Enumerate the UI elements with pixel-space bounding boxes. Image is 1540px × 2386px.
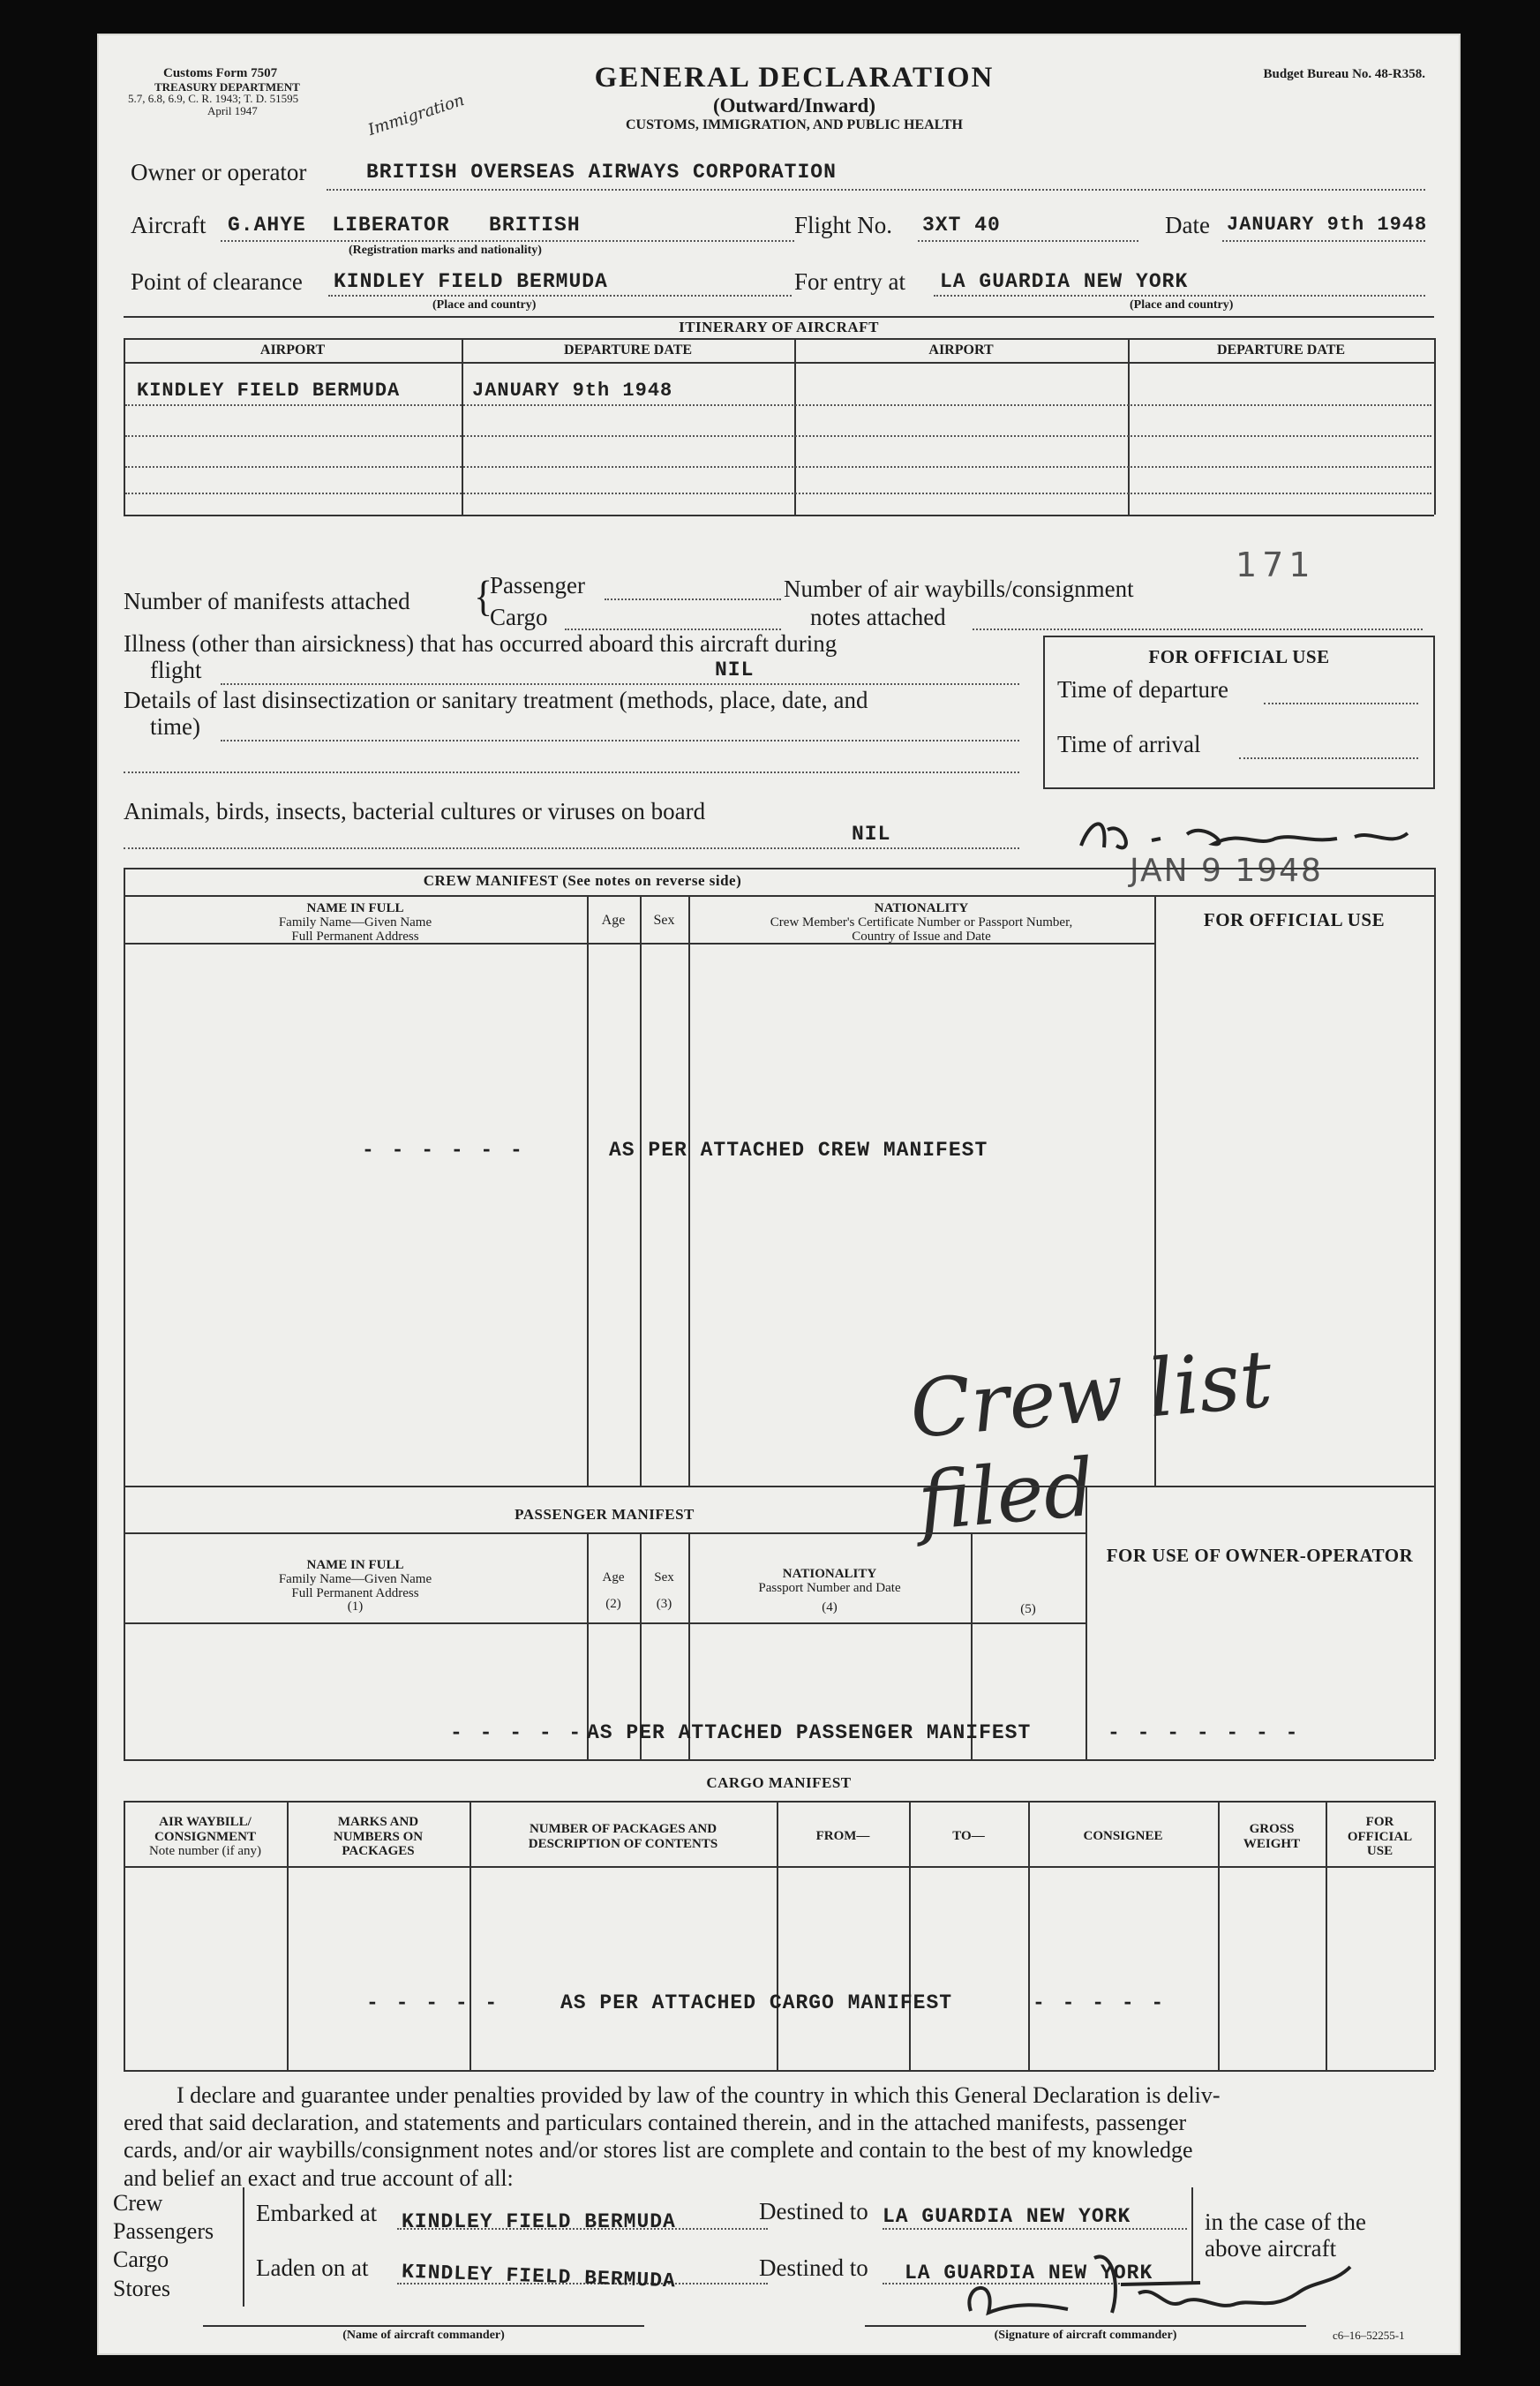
crew-top-rule bbox=[124, 868, 1434, 869]
destined-label-2: Destined to bbox=[759, 2254, 868, 2281]
passenger-col-5: (5) bbox=[1020, 1602, 1036, 1616]
passenger-col-name bbox=[124, 1559, 587, 1615]
disinsect-label-2: time) bbox=[150, 713, 200, 740]
crew-col-nationality-line-2: Crew Member's Certificate Number or Passport Number, bbox=[770, 915, 1073, 930]
disinsect-label: Details of last disinsectization or sanitary treatment (methods, place, date, and bbox=[124, 687, 868, 713]
illness-label-2: flight bbox=[150, 657, 202, 683]
crew-dashes: - - - - - - bbox=[362, 1139, 525, 1162]
cargo-col-description-line-2: DESCRIPTION OF CONTENTS bbox=[528, 1836, 718, 1851]
passenger-col-age-label: Age bbox=[602, 1570, 625, 1584]
departure-time-label: Time of departure bbox=[1057, 676, 1228, 703]
aircraft-value: G.AHYE LIBERATOR BRITISH bbox=[228, 214, 581, 237]
cargo-col-consignee: CONSIGNEE bbox=[1083, 1829, 1163, 1843]
date-line bbox=[1222, 240, 1425, 242]
clearance-value: KINDLEY FIELD BERMUDA bbox=[334, 270, 608, 293]
commander-name-note: (Name of aircraft commander) bbox=[342, 2329, 505, 2342]
crew-col-sex: Sex bbox=[653, 913, 675, 928]
manifests-passenger-label: Passenger bbox=[490, 572, 585, 598]
crew-bottom-rule bbox=[124, 1486, 1434, 1487]
itinerary-col-date-2: DEPARTURE DATE bbox=[1216, 342, 1346, 358]
cargo-col-waybill-line-3: Note number (if any) bbox=[148, 1844, 262, 1858]
passenger-col-name-line-2: Family Name—Given Name bbox=[278, 1571, 432, 1586]
crew-col-name-line-1: NAME IN FULL bbox=[306, 901, 404, 915]
cargo-col-official bbox=[1326, 1815, 1434, 1859]
itinerary-border-left bbox=[124, 338, 125, 515]
arrival-time-label: Time of arrival bbox=[1057, 731, 1201, 757]
departure-time-line bbox=[1264, 703, 1418, 704]
cargo-col-official-line-2: OFFICIAL bbox=[1347, 1829, 1413, 1844]
category-crew: Crew bbox=[113, 2190, 163, 2216]
flight-line bbox=[918, 240, 1138, 242]
legal-refs: 5.7, 6.8, 6.9, C. R. 1943; T. D. 51595 bbox=[128, 92, 299, 106]
crew-row-rule bbox=[124, 943, 1154, 945]
passenger-col-sex-label: Sex bbox=[654, 1570, 674, 1584]
passenger-col-name-line-1: NAME IN FULL bbox=[306, 1558, 404, 1572]
animals-label: Animals, birds, insects, bacterial cultures or viruses on board bbox=[124, 798, 706, 824]
declaration-line-1: I declare and guarantee under penalties provided by law of the country in which this General Declaration is deliv- bbox=[177, 2082, 1221, 2108]
cargo-dashes: - - - - - bbox=[366, 1991, 500, 2014]
form-title-block bbox=[494, 62, 1094, 133]
passenger-col-nationality-line-1: NATIONALITY bbox=[782, 1567, 877, 1581]
crew-title: CREW MANIFEST (See notes on reverse side) bbox=[423, 872, 742, 889]
animals-line bbox=[124, 847, 1019, 849]
crew-handwritten-note: Crew list filed bbox=[906, 1332, 1276, 1549]
crew-divider-3 bbox=[688, 895, 690, 1486]
cargo-col-marks bbox=[287, 1815, 470, 1859]
entry-label: For entry at bbox=[794, 268, 905, 295]
animals-value: NIL bbox=[852, 823, 891, 846]
clearance-label: Point of clearance bbox=[131, 268, 303, 295]
print-code: c6–16–52255-1 bbox=[1333, 2329, 1405, 2342]
form-identifier bbox=[128, 67, 340, 117]
cargo-entry: AS PER ATTACHED CARGO MANIFEST bbox=[560, 1991, 953, 2014]
declaration-form bbox=[97, 34, 1461, 2355]
passenger-border-right bbox=[1434, 1486, 1436, 1759]
passenger-entry: AS PER ATTACHED PASSENGER MANIFEST bbox=[587, 1721, 1032, 1744]
passenger-col-name-number: (1) bbox=[347, 1599, 364, 1615]
cargo-col-to: TO— bbox=[952, 1829, 985, 1843]
flight-value: 3XT 40 bbox=[922, 214, 1001, 237]
laden-label: Laden on at bbox=[256, 2254, 369, 2281]
itinerary-airport-value: KINDLEY FIELD BERMUDA bbox=[137, 380, 401, 402]
illness-label: Illness (other than airsickness) that has occurred aboard this aircraft during bbox=[124, 630, 838, 657]
case-label-1: in the case of the bbox=[1205, 2209, 1366, 2235]
itinerary-header-rule bbox=[124, 338, 1434, 340]
crew-col-nationality-line-1: NATIONALITY bbox=[874, 901, 969, 915]
crew-col-nationality-line-3: Country of Issue and Date bbox=[852, 929, 991, 944]
case-label-2: above aircraft bbox=[1205, 2235, 1337, 2262]
itinerary-col-airport: AIRPORT bbox=[259, 342, 326, 358]
crew-divider-1 bbox=[587, 895, 589, 1486]
passenger-col-nationality bbox=[688, 1568, 971, 1615]
owner-label: Owner or operator bbox=[131, 159, 307, 185]
cargo-row-rule bbox=[124, 1866, 1434, 1868]
cargo-border-right bbox=[1434, 1801, 1436, 2070]
declaration-line-4: and belief an exact and true account of all: bbox=[124, 2164, 514, 2191]
flight-label: Flight No. bbox=[794, 212, 893, 238]
official-use-box bbox=[1043, 636, 1435, 789]
waybills-stamp-number: 171 bbox=[1236, 546, 1316, 584]
passenger-col-nationality-line-2: Passport Number and Date bbox=[758, 1580, 901, 1595]
category-stores: Stores bbox=[113, 2275, 170, 2301]
itinerary-top-rule bbox=[124, 316, 1434, 318]
clearance-line bbox=[328, 295, 792, 297]
commander-signature-line bbox=[865, 2325, 1306, 2327]
form-title: GENERAL DECLARATION bbox=[594, 62, 995, 94]
cargo-title: CARGO MANIFEST bbox=[706, 1774, 852, 1791]
itinerary-title: ITINERARY OF AIRCRAFT bbox=[679, 319, 879, 335]
crew-header-rule bbox=[124, 895, 1434, 897]
waybills-label-2: notes attached bbox=[810, 604, 946, 630]
manifests-passenger-line bbox=[605, 598, 781, 600]
waybills-line bbox=[973, 628, 1423, 630]
passenger-col-name-line-3: Full Permanent Address bbox=[291, 1585, 419, 1600]
cargo-col-waybill-line-1: AIR WAYBILL/ bbox=[159, 1815, 252, 1829]
cargo-header-rule bbox=[124, 1801, 1434, 1803]
cargo-dashes-2: - - - - - bbox=[1033, 1991, 1167, 2014]
category-cargo: Cargo bbox=[113, 2247, 169, 2273]
itinerary-col-airport-2: AIRPORT bbox=[928, 342, 994, 358]
crew-col-nationality bbox=[688, 902, 1154, 944]
destined-label: Destined to bbox=[759, 2198, 868, 2224]
itinerary-date-value: JANUARY 9th 1948 bbox=[472, 380, 673, 402]
itinerary-bottom-rule bbox=[124, 515, 1434, 516]
passenger-col-owner: FOR USE OF OWNER-OPERATOR bbox=[1106, 1545, 1414, 1566]
declaration-text bbox=[124, 2081, 1434, 2192]
date-label: Date bbox=[1165, 212, 1210, 238]
passenger-dashes-2: - - - - - - - bbox=[1108, 1721, 1301, 1744]
declaration-line-2: ered that said declaration, and statements and particulars contained therein, and in the attached manifests, passenger bbox=[124, 2110, 1187, 2136]
cargo-col-waybill bbox=[124, 1815, 287, 1859]
crew-col-name-line-2: Family Name—Given Name bbox=[278, 915, 432, 930]
cargo-col-waybill-line-2: CONSIGNMENT bbox=[154, 1829, 256, 1844]
form-subtitle-2: CUSTOMS, IMMIGRATION, AND PUBLIC HEALTH bbox=[626, 117, 963, 132]
crew-entry: AS PER ATTACHED CREW MANIFEST bbox=[609, 1139, 988, 1162]
arrival-time-line bbox=[1239, 757, 1418, 759]
aircraft-line bbox=[221, 240, 794, 242]
entry-note: (Place and country) bbox=[1130, 298, 1234, 312]
disinsect-line-1 bbox=[221, 740, 1019, 741]
department: TREASURY DEPARTMENT bbox=[154, 79, 300, 94]
itinerary-row-rule bbox=[124, 362, 1434, 364]
entry-line bbox=[934, 295, 1425, 297]
cargo-col-weight-line-1: GROSS bbox=[1249, 1822, 1295, 1836]
cargo-col-marks-line-2: NUMBERS ON bbox=[333, 1829, 424, 1844]
passenger-title: PASSENGER MANIFEST bbox=[515, 1506, 695, 1523]
disinsect-line-2 bbox=[124, 771, 1019, 773]
crew-col-name bbox=[124, 902, 587, 944]
passenger-col-sex bbox=[640, 1571, 688, 1612]
itinerary-line-4 bbox=[125, 493, 1431, 494]
waybills-label: Number of air waybills/consignment bbox=[784, 576, 1134, 602]
manifests-label: Number of manifests attached bbox=[124, 588, 410, 614]
passenger-col-age bbox=[587, 1571, 640, 1612]
destined-value: LA GUARDIA NEW YORK bbox=[883, 2205, 1131, 2228]
illness-value: NIL bbox=[715, 659, 755, 681]
destined-value-2: LA GUARDIA NEW YORK bbox=[905, 2262, 1153, 2284]
clearance-note: (Place and country) bbox=[432, 298, 537, 312]
cargo-col-from: FROM— bbox=[815, 1829, 870, 1843]
commander-name-line bbox=[203, 2325, 644, 2327]
cargo-col-marks-line-3: PACKAGES bbox=[342, 1844, 415, 1858]
cargo-col-official-line-1: FOR bbox=[1365, 1815, 1394, 1829]
date-value: JANUARY 9th 1948 bbox=[1227, 214, 1428, 236]
cargo-col-official-line-3: USE bbox=[1366, 1844, 1394, 1858]
itinerary-line-2 bbox=[125, 435, 1431, 437]
aircraft-note: (Registration marks and nationality) bbox=[349, 244, 542, 257]
passenger-col-sex-number: (3) bbox=[656, 1596, 672, 1611]
form-subtitle: (Outward/Inward) bbox=[712, 94, 875, 117]
passenger-divider-5 bbox=[1086, 1486, 1087, 1759]
crew-divider-2 bbox=[640, 895, 642, 1486]
manifests-cargo-label: Cargo bbox=[490, 604, 548, 630]
cargo-col-description bbox=[470, 1822, 777, 1851]
crew-col-name-line-3: Full Permanent Address bbox=[291, 929, 419, 944]
embarked-value: KINDLEY FIELD BERMUDA bbox=[402, 2210, 676, 2233]
form-number: Customs Form 7507 bbox=[163, 66, 278, 80]
commander-signature bbox=[935, 2232, 1394, 2337]
passenger-col-age-number: (2) bbox=[605, 1596, 621, 1611]
itinerary-line-1 bbox=[125, 404, 1431, 406]
itinerary-divider-3 bbox=[1128, 338, 1130, 515]
budget-number: Budget Bureau No. 48-R358. bbox=[1263, 67, 1425, 81]
owner-value: BRITISH OVERSEAS AIRWAYS CORPORATION bbox=[366, 161, 837, 184]
cargo-col-weight bbox=[1218, 1822, 1326, 1851]
passenger-col-nationality-number: (4) bbox=[822, 1599, 838, 1615]
itinerary-divider-1 bbox=[462, 338, 463, 515]
declaration-line-3: cards, and/or air waybills/consignment notes and/or stores list are complete and contain to the best of my knowledge bbox=[124, 2137, 1193, 2164]
immigration-annotation: Immigration bbox=[365, 91, 467, 139]
crew-col-official: FOR OFFICIAL USE bbox=[1203, 909, 1386, 930]
itinerary-divider-2 bbox=[794, 338, 796, 515]
owner-line bbox=[327, 189, 1425, 191]
embarked-label: Embarked at bbox=[256, 2200, 378, 2226]
crew-border-left bbox=[124, 868, 125, 1486]
aircraft-label: Aircraft bbox=[131, 212, 207, 238]
entry-value: LA GUARDIA NEW YORK bbox=[940, 270, 1189, 293]
cargo-col-marks-line-1: MARKS AND bbox=[337, 1815, 419, 1829]
itinerary-border-right bbox=[1434, 338, 1436, 515]
itinerary-line-3 bbox=[125, 466, 1431, 468]
cargo-col-weight-line-2: WEIGHT bbox=[1243, 1836, 1301, 1851]
itinerary-col-date: DEPARTURE DATE bbox=[563, 342, 693, 358]
cargo-bottom-rule bbox=[124, 2070, 1434, 2072]
official-use-title: FOR OFFICIAL USE bbox=[1148, 646, 1330, 667]
edition: April 1947 bbox=[207, 104, 258, 118]
official-date-stamp: JAN 9 1948 bbox=[1130, 853, 1323, 889]
manifests-brace: { bbox=[474, 572, 493, 621]
passenger-dashes: - - - - - bbox=[450, 1721, 584, 1744]
categories-bracket-left bbox=[243, 2187, 244, 2307]
illness-line bbox=[221, 683, 1019, 685]
passenger-header-rule bbox=[124, 1532, 1086, 1534]
crew-col-age: Age bbox=[601, 913, 626, 928]
category-passengers: Passengers bbox=[113, 2218, 214, 2245]
passenger-bottom-rule bbox=[124, 1759, 1434, 1761]
passenger-row-rule bbox=[124, 1622, 1086, 1624]
destined-line bbox=[883, 2228, 1187, 2230]
cargo-col-description-line-1: NUMBER OF PACKAGES AND bbox=[529, 1822, 717, 1836]
declaration-categories bbox=[113, 2189, 214, 2303]
commander-signature-note: (Signature of aircraft commander) bbox=[994, 2329, 1177, 2342]
laden-value: KINDLEY FIELD BERMUDA bbox=[401, 2260, 677, 2293]
